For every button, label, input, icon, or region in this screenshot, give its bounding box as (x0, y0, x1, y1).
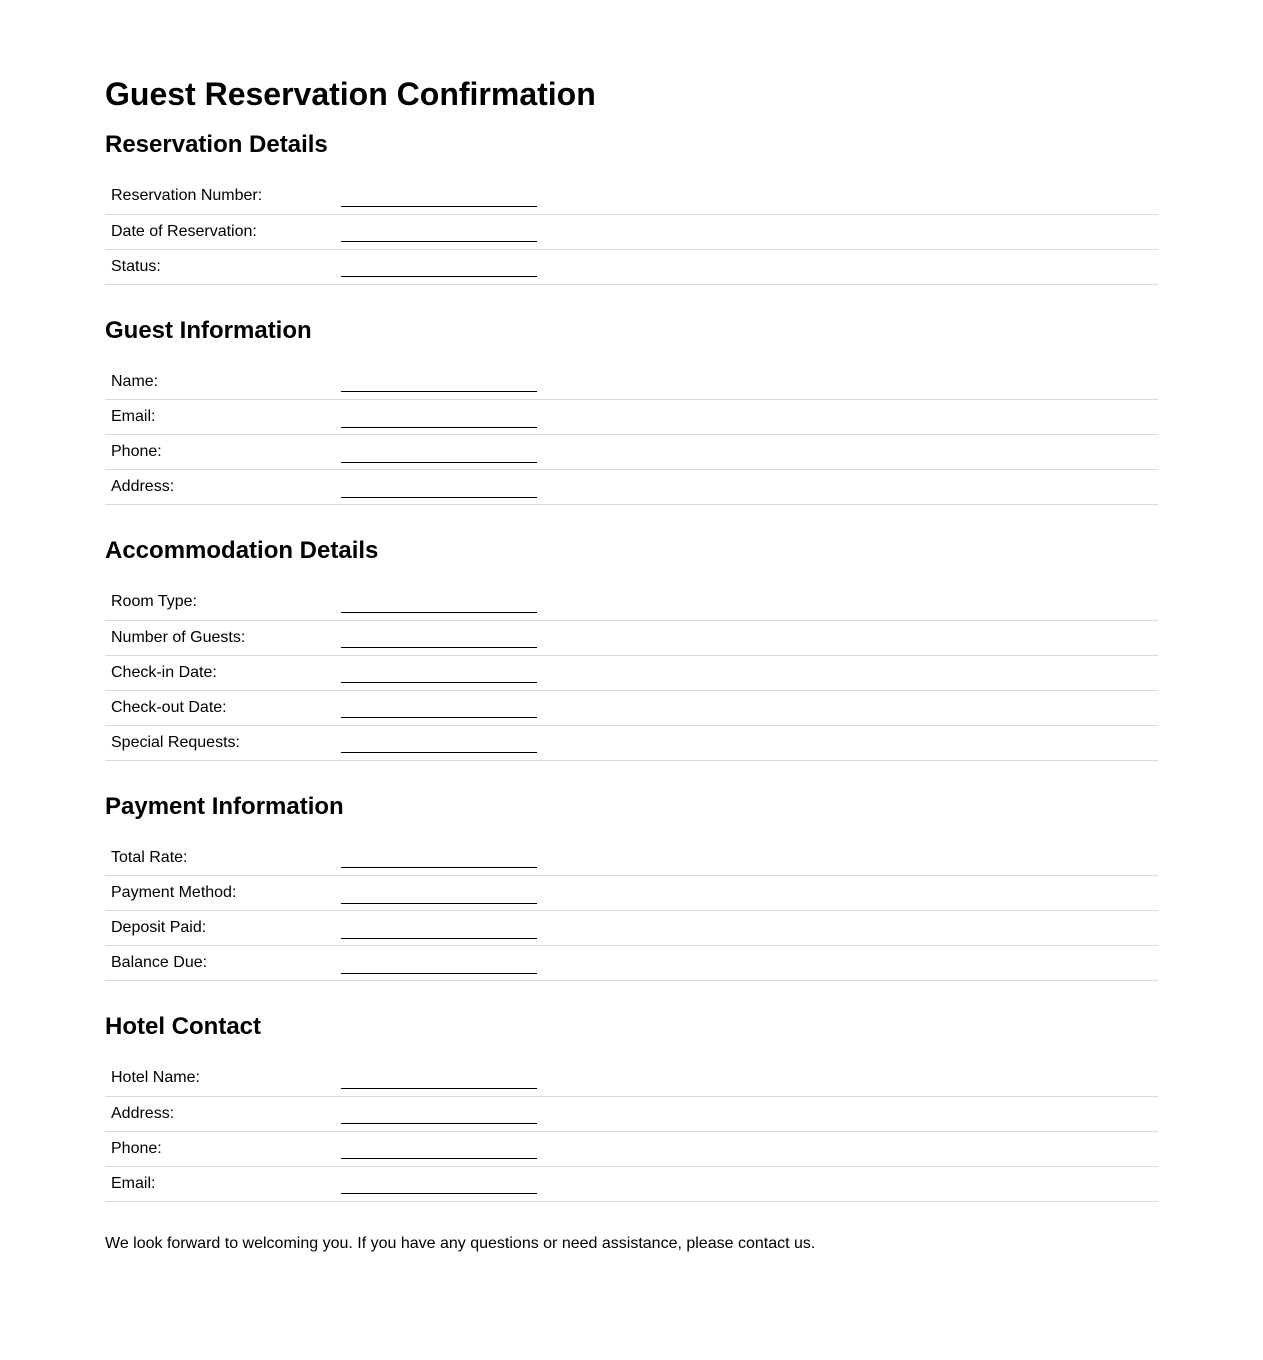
field-label: Number of Guests: (111, 628, 246, 646)
field-label: Email: (111, 1174, 156, 1192)
field-label: Address: (111, 1104, 175, 1122)
field-label: Hotel Name: (111, 1069, 200, 1087)
field-row (105, 249, 1158, 284)
field-row (105, 690, 1158, 725)
field-row (105, 1131, 1158, 1166)
deposit-paid-blank[interactable] (341, 918, 537, 939)
section-heading-payment-information: Payment Information (105, 792, 344, 820)
field-label: Email: (111, 408, 156, 425)
hotel-contact-table (105, 1061, 1158, 1202)
field-label: Room Type: (111, 593, 197, 611)
hotel-email-blank[interactable] (341, 1173, 537, 1194)
guest-email-blank[interactable] (341, 407, 537, 428)
section-heading-hotel-contact: Hotel Contact (105, 1013, 261, 1040)
field-row (105, 1096, 1158, 1131)
status-blank[interactable] (341, 256, 537, 277)
total-rate-blank[interactable] (341, 847, 537, 868)
hotel-name-blank[interactable] (341, 1068, 537, 1089)
field-row (105, 1061, 1158, 1096)
field-row (105, 911, 1158, 946)
page-title: Guest Reservation Confirmation (105, 76, 596, 112)
reservation-details-table (105, 179, 1158, 285)
field-row (105, 876, 1158, 911)
field-label: Name: (111, 372, 159, 390)
field-label: Special Requests: (111, 733, 240, 751)
field-label: Total Rate: (111, 848, 188, 866)
check-in-date-blank[interactable] (341, 662, 537, 683)
hotel-phone-blank[interactable] (341, 1138, 537, 1159)
check-out-date-blank[interactable] (341, 697, 537, 718)
section-heading-reservation-details: Reservation Details (105, 131, 328, 158)
field-label: Address: (111, 478, 175, 495)
date-of-reservation-blank[interactable] (341, 221, 537, 242)
room-type-blank[interactable] (341, 592, 537, 613)
field-row (105, 214, 1158, 249)
field-row (105, 365, 1158, 400)
field-row (105, 585, 1158, 620)
field-label: Phone: (111, 1139, 162, 1157)
field-row (105, 620, 1158, 655)
field-row (105, 946, 1158, 981)
special-requests-blank[interactable] (341, 732, 537, 753)
hotel-address-blank[interactable] (341, 1103, 537, 1124)
section-heading-guest-information: Guest Information (105, 316, 312, 344)
field-row (105, 1166, 1158, 1201)
field-label: Phone: (111, 443, 162, 460)
field-row (105, 655, 1158, 690)
payment-method-blank[interactable] (341, 883, 537, 904)
field-row (105, 179, 1158, 214)
field-row (105, 400, 1158, 435)
number-of-guests-blank[interactable] (341, 627, 537, 648)
guest-information-table (105, 365, 1158, 506)
field-row (105, 841, 1158, 876)
field-label: Date of Reservation: (111, 222, 257, 240)
balance-due-blank[interactable] (341, 953, 537, 974)
field-label: Check-in Date: (111, 663, 217, 681)
section-heading-accommodation-details: Accommodation Details (105, 537, 379, 564)
field-label: Balance Due: (111, 954, 208, 971)
guest-address-blank[interactable] (341, 477, 537, 498)
payment-information-table (105, 841, 1158, 982)
field-label: Status: (111, 257, 161, 275)
field-row (105, 725, 1158, 760)
field-label: Deposit Paid: (111, 919, 207, 936)
guest-name-blank[interactable] (341, 371, 537, 392)
reservation-number-blank[interactable] (341, 186, 537, 207)
closing-note: We look forward to welcoming you. If you have any questions or need assistance, please contact us. (105, 1234, 816, 1252)
field-label: Check-out Date: (111, 698, 227, 716)
guest-phone-blank[interactable] (341, 442, 537, 463)
field-label: Reservation Number: (111, 187, 263, 205)
field-row (105, 470, 1158, 505)
accommodation-details-table (105, 585, 1158, 761)
field-label: Payment Method: (111, 884, 237, 901)
field-row (105, 435, 1158, 470)
